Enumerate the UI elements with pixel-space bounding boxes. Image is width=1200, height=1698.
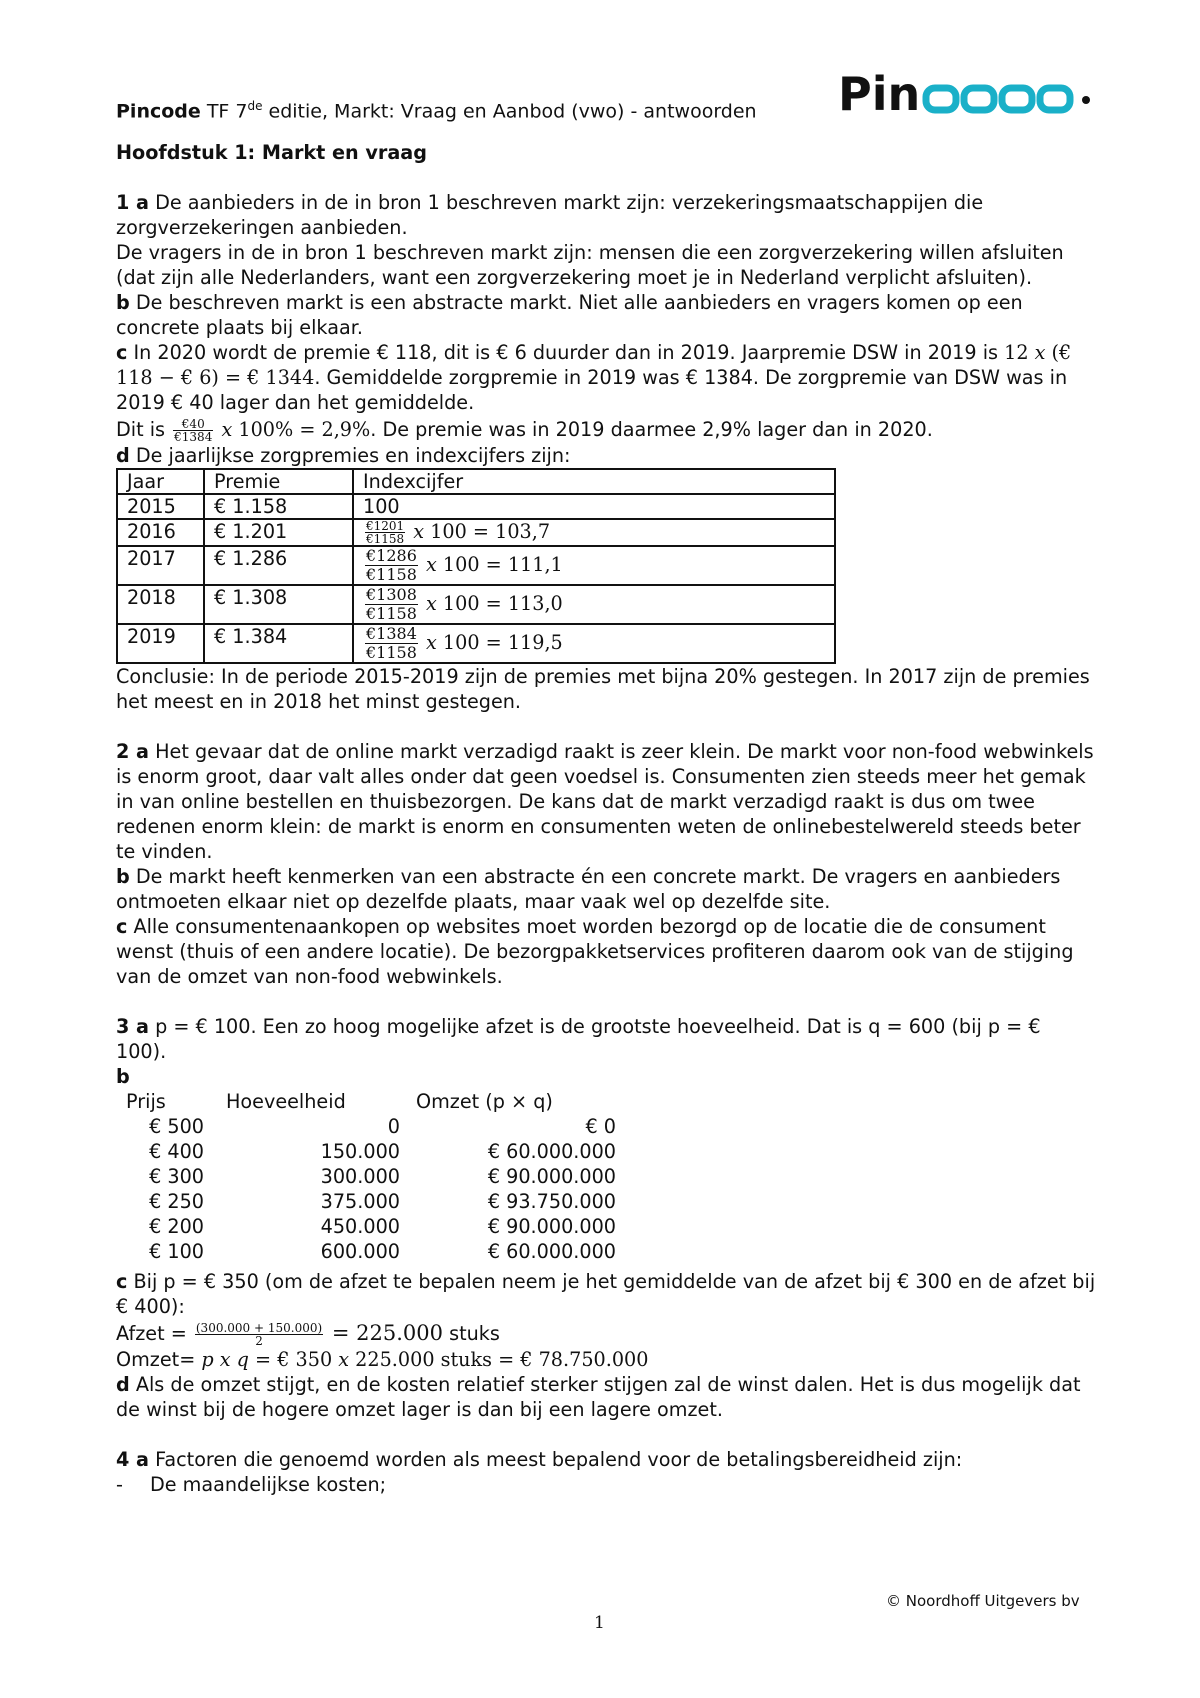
document-page <box>116 70 1096 1497</box>
table-cell: 300.000 <box>320 1165 400 1188</box>
table-cell: 2015 <box>117 494 204 519</box>
q3c-text: c Bij p = € 350 (om de afzet te bepalen neem je het gemiddelde van de afzet bij € 300 en de afzet bij € 400): <box>116 1270 1096 1318</box>
table-cell: € 60.000.000 <box>487 1140 616 1163</box>
q2a-text: 2 a Het gevaar dat de online markt verzadigd raakt is zeer klein. De markt voor non-food webwinkels is enorm groot, daar valt alles onder dat geen voedsel is. Consumenten zien steeds meer het gemak in van online bestellen en thuisbezorgen. De kans dat de markt verzadigd raakt is dus om twee redenen enorm klein: de markt is enorm en consumenten weten de onlinebestelwereld steeds beter te vinden. <box>116 740 1094 863</box>
table-cell: € 400 <box>149 1140 204 1163</box>
table-cell: 2016 <box>117 519 204 546</box>
table-cell: 450.000 <box>320 1215 400 1238</box>
fraction: $\frac{€1308}{€1158}$ <box>366 585 417 623</box>
q1a-text: 1 a De aanbieders in de in bron 1 beschreven markt zijn: verzekeringsmaatschappijen die zorgverzekeringen aanbieden. <box>116 191 984 239</box>
table-cell: 150.000 <box>320 1140 400 1163</box>
table-row <box>117 546 835 585</box>
table-cell: € 0 <box>585 1115 616 1138</box>
header-title: Pincode TF 7de editie, Markt: Vraag en Aanbod (vwo) - antwoorden <box>116 99 757 123</box>
table-cell: € 90.000.000 <box>487 1165 616 1188</box>
fraction: $\frac{(300.000 + 150.000)}{2}$ <box>195 1321 323 1348</box>
table-cell: € 100 <box>149 1240 204 1263</box>
table-header-cell: Prijs <box>126 1090 166 1113</box>
table-cell: 2019 <box>117 624 204 663</box>
q3c-afzet: Afzet = $\frac{(300.000 + 150.000)}{2}$ = 225.000 stuks <box>116 1321 500 1348</box>
q1d-text: d De jaarlijkse zorgpremies en indexcijfers zijn: <box>116 444 571 467</box>
pincode-logo <box>838 70 1098 120</box>
table-cell: € 1.286 <box>204 546 353 585</box>
table-cell: 2018 <box>117 585 204 624</box>
table-cell: € 1.201 <box>204 519 353 546</box>
table-cell: 100 <box>353 494 835 519</box>
page-number: 1 <box>594 1613 605 1633</box>
q2b-text: b De markt heeft kenmerken van een abstracte én een concrete markt. De vragers en aanbieders ontmoeten elkaar niet op dezelfde plaats, maar vaak wel op dezelfde site. <box>116 865 1061 913</box>
svg-text:Pin: Pin <box>838 70 921 120</box>
q3c-omzet: Omzet= 𝑝 𝑥 𝑞 = € 350 𝑥 225.000 stuks = € 78.750.000 <box>116 1348 649 1371</box>
table-header-cell: Jaar <box>117 469 204 494</box>
table-cell: € 250 <box>149 1190 204 1213</box>
table-cell: € 200 <box>149 1215 204 1238</box>
table-header-cell: Indexcijfer <box>353 469 835 494</box>
table-header-cell: Premie <box>204 469 353 494</box>
q1c-text: c In 2020 wordt de premie € 118, dit is € 6 duurder dan in 2019. Jaarpremie DSW in 2019 is 12 𝑥 (€ 118 − € 6) = € 1344. Gemiddelde zorgpremie in 2019 was € 1384. De zorgpremie van DSW was in 2019 € 40 lager dan het gemiddelde. <box>116 341 1072 414</box>
table-cell: € 1.384 <box>204 624 353 663</box>
table-row <box>117 585 835 624</box>
table-cell: 600.000 <box>320 1240 400 1263</box>
logo-accent <box>926 88 1070 110</box>
table-cell: € 60.000.000 <box>487 1240 616 1263</box>
price-quantity-table <box>116 1089 1096 1269</box>
table-cell: 2017 <box>117 546 204 585</box>
table-cell: € 500 <box>149 1115 204 1138</box>
table-header-row <box>117 469 835 494</box>
index-table <box>116 468 836 664</box>
q1b-text: b De beschreven markt is een abstracte markt. Niet alle aanbieders en vragers komen op een concrete plaats bij elkaar. <box>116 291 1023 339</box>
table-cell: € 90.000.000 <box>487 1215 616 1238</box>
page-header <box>116 70 1096 130</box>
q4a-text: 4 a Factoren die genoemd worden als meest bepalend voor de betalingsbereidheid zijn: <box>116 1448 963 1471</box>
q1c-percentage: Dit is $\frac{€40}{€1384}$ 𝑥 100% = 2,9%. De premie was in 2019 daarmee 2,9% lager dan in 2020. <box>116 417 933 444</box>
q1a-text-2: De vragers in de in bron 1 beschreven markt zijn: mensen die een zorgverzekering willen afsluiten (dat zijn alle Nederlanders, want een zorgverzekering moet je in Nederland verplicht afsluiten). <box>116 241 1064 289</box>
table-header-cell: Omzet (p × q) <box>416 1090 553 1113</box>
q3b-label: b <box>116 1065 130 1088</box>
table-cell: 375.000 <box>320 1190 400 1213</box>
q3d-text: d Als de omzet stijgt, en de kosten relatief sterker stijgen zal de winst dalen. Het is dus mogelijk dat de winst bij de hogere omzet lager is dan bij een lagere omzet. <box>116 1373 1081 1421</box>
table-cell: € 93.750.000 <box>487 1190 616 1213</box>
copyright-notice: © Noordhoff Uitgevers bv <box>886 1592 1080 1610</box>
fraction: $\frac{€1286}{€1158}$ <box>366 546 417 584</box>
table-cell: 0 <box>387 1115 400 1138</box>
table-cell: € 1.308 <box>204 585 353 624</box>
table-cell: $\frac{€1201}{€1158}$ 𝑥 100 = 103,7 <box>353 519 835 546</box>
fraction: $\frac{€1201}{€1158}$ <box>366 519 405 546</box>
chapter-heading: Hoofdstuk 1: Markt en vraag <box>116 141 427 164</box>
table-row <box>117 519 835 546</box>
table-cell: € 1.158 <box>204 494 353 519</box>
table-cell: $\frac{€1384}{€1158}$ 𝑥 100 = 119,5 <box>353 624 835 663</box>
table-cell: € 300 <box>149 1165 204 1188</box>
table-row <box>117 494 835 519</box>
table-row <box>117 624 835 663</box>
q3a-text: 3 a p = € 100. Een zo hoog mogelijke afzet is de grootste hoeveelheid. Dat is q = 600 (bij p = € 100). <box>116 1015 1041 1063</box>
fraction: $\frac{€40}{€1384}$ <box>174 417 213 444</box>
fraction: $\frac{€1384}{€1158}$ <box>366 624 417 662</box>
table-cell: $\frac{€1308}{€1158}$ 𝑥 100 = 113,0 <box>353 585 835 624</box>
table-cell: $\frac{€1286}{€1158}$ 𝑥 100 = 111,1 <box>353 546 835 585</box>
list-item: - De maandelijkse kosten; <box>116 1473 387 1496</box>
q1-conclusion: Conclusie: In de periode 2015-2019 zijn de premies met bijna 20% gestegen. In 2017 zijn de premies het meest en in 2018 het minst gestegen. <box>116 665 1090 713</box>
q2c-text: c Alle consumentenaankopen op websites moet worden bezorgd op de locatie die de consument wenst (thuis of een andere locatie). De bezorgpakketservices profiteren daarom ook van de stijging van de omzet van non-food webwinkels. <box>116 915 1074 988</box>
table-header-cell: Hoeveelheid <box>226 1090 346 1113</box>
